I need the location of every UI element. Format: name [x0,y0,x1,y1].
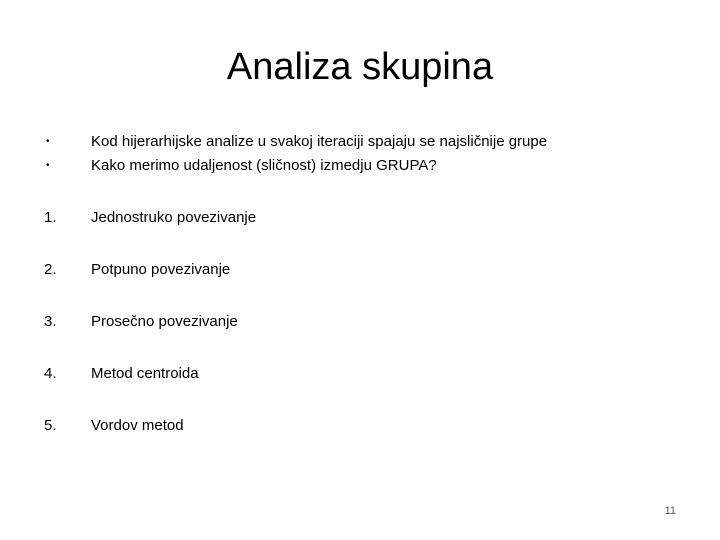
bullet-item [0,154,720,178]
number-marker: 4. [44,365,57,382]
bullet-text: Kod hijerarhijske analize u svakoj iteraciji spajaju se najsličnije grupe [91,133,548,150]
numbered-item [0,362,720,386]
slide-title: Analiza skupina [226,46,494,88]
numbered-text: Prosečno povezivanje [91,313,238,330]
number-marker: 1. [44,209,57,226]
bullet-text: Kako merimo udaljenost (sličnost) izmedju GRUPA? [91,157,437,174]
number-marker: 5. [44,417,57,434]
bullet-item [0,130,720,154]
numbered-item [0,310,720,334]
number-marker: 2. [44,261,57,278]
numbered-item [0,414,720,438]
bullet-marker: • [46,136,50,147]
numbered-text: Metod centroida [91,365,199,382]
numbered-item [0,206,720,230]
numbered-text: Potpuno povezivanje [91,261,231,278]
page-number: 11 [664,505,676,517]
numbered-text: Vordov metod [91,417,184,434]
number-marker: 3. [44,313,57,330]
numbered-text: Jednostruko povezivanje [91,209,257,226]
bullet-marker: • [46,160,50,171]
numbered-item [0,258,720,282]
